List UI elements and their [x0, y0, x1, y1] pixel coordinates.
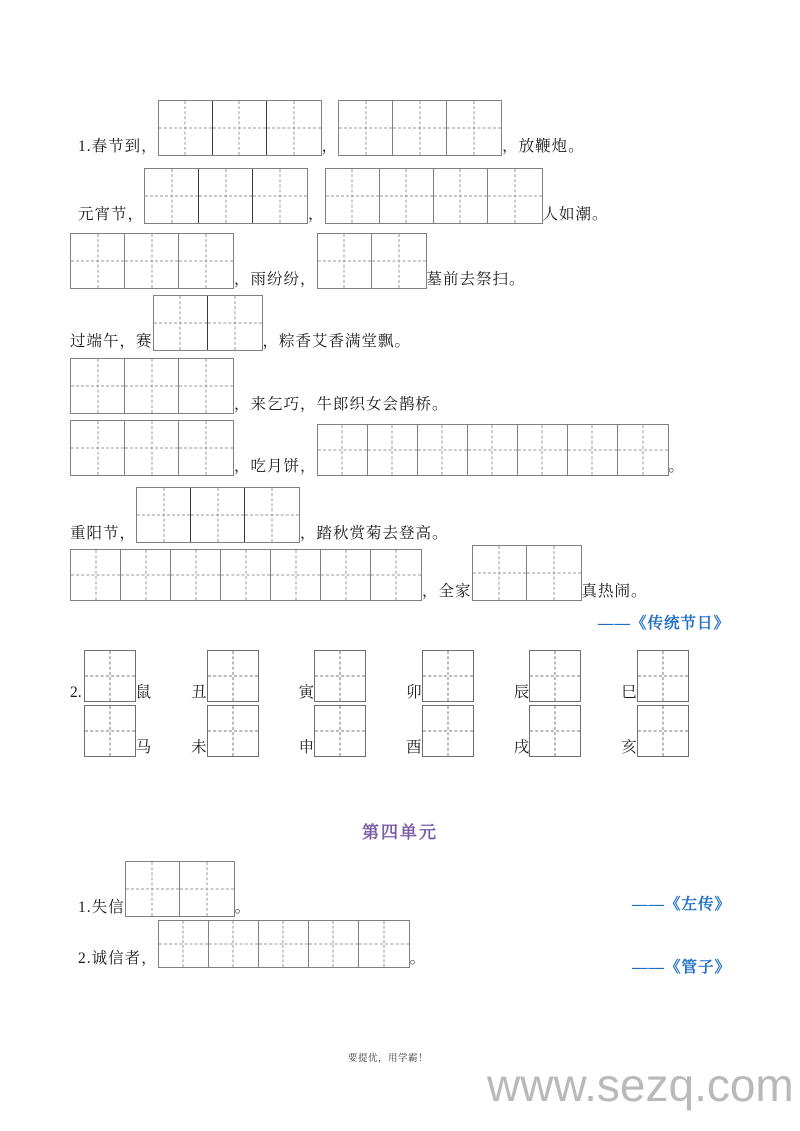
grid-cell[interactable] [309, 921, 359, 967]
attribution-zuozhuan: ——《左传》 [632, 896, 732, 913]
zodiac-label-xu: 戌 [513, 738, 530, 756]
answer-grid-qingming-2[interactable] [317, 233, 427, 289]
site-watermark: www.sezq.com [487, 1059, 794, 1111]
unit4-item1-suffix: 。 [234, 898, 252, 916]
zodiac-item-shen[interactable] [299, 705, 367, 757]
zodiac-label-shu: 鼠 [135, 683, 152, 701]
zodiac-box[interactable] [637, 650, 689, 702]
exercise-line-mid-autumn [70, 420, 685, 476]
zodiac-box[interactable] [422, 705, 474, 757]
line-text-duanwu-2: ，粽香艾香满堂飘。 [262, 332, 412, 350]
line-text-newyear-2: 真热闹。 [581, 582, 648, 600]
answer-grid-lantern-2[interactable] [325, 168, 543, 224]
grid-cell[interactable] [473, 546, 527, 600]
grid-cell[interactable] [125, 234, 179, 288]
grid-cell[interactable] [434, 169, 488, 223]
answer-grid-duanwu[interactable] [153, 295, 263, 351]
zodiac-item-mao[interactable] [406, 650, 474, 702]
grid-cell[interactable] [488, 169, 542, 223]
zodiac-item-zi[interactable] [84, 650, 152, 702]
line-text-lantern-3: 人如潮。 [542, 205, 609, 223]
answer-grid-newyear-1[interactable] [70, 549, 422, 601]
grid-cell[interactable] [208, 296, 262, 350]
grid-cell[interactable] [213, 101, 267, 155]
grid-cell[interactable] [447, 101, 501, 155]
line-text-lantern-2: ， [308, 205, 325, 223]
grid-cell[interactable] [518, 425, 568, 475]
grid-cell[interactable] [368, 425, 418, 475]
zodiac-label-yin: 寅 [298, 683, 315, 701]
attribution-guanzi: ——《管子》 [632, 959, 732, 976]
answer-grid-midautumn-2[interactable] [317, 424, 669, 476]
grid-cell[interactable] [145, 169, 199, 223]
grid-cell[interactable] [191, 488, 245, 542]
zodiac-item-xu[interactable] [514, 705, 582, 757]
grid-cell[interactable] [321, 550, 371, 600]
grid-cell[interactable] [159, 101, 213, 155]
zodiac-item-yin[interactable] [299, 650, 367, 702]
line-text-duanwu-1: 过端午，赛 [70, 332, 153, 350]
zodiac-box[interactable] [84, 650, 136, 702]
line-text-spring-1: 1.春节到， [78, 137, 158, 155]
grid-cell[interactable] [259, 921, 309, 967]
zodiac-label-hai: 亥 [621, 738, 637, 756]
zodiac-section-row-2 [70, 705, 689, 757]
answer-grid-unit4-item1[interactable] [125, 861, 235, 917]
answer-grid-spring-1[interactable] [158, 100, 322, 156]
line-text-qixi: ，来乞巧，牛郎织女会鹊桥。 [234, 395, 449, 413]
zodiac-box[interactable] [314, 650, 366, 702]
zodiac-label-shen: 申 [298, 738, 315, 756]
answer-grid-qingming-1[interactable] [70, 233, 234, 289]
grid-cell[interactable] [393, 101, 447, 155]
line-text-lantern-1: 元宵节， [78, 205, 145, 223]
grid-cell[interactable] [179, 359, 233, 413]
unit-four-heading: 第四单元 [362, 823, 438, 842]
unit4-item1-prefix: 1.失信 [78, 898, 125, 916]
answer-grid-lantern-1[interactable] [144, 168, 308, 224]
grid-cell[interactable] [180, 862, 234, 916]
unit4-item2-suffix: 。 [409, 949, 427, 967]
zodiac-section-row-1 [70, 650, 689, 702]
grid-cell[interactable] [71, 421, 125, 475]
grid-cell[interactable] [568, 425, 618, 475]
line-text-midautumn-1: ，吃月饼， [234, 457, 317, 475]
grid-cell[interactable] [199, 169, 253, 223]
zodiac-box[interactable] [207, 705, 259, 757]
answer-grid-spring-2[interactable] [338, 100, 502, 156]
footer-note: 要提优，用学霸！ [348, 1053, 429, 1064]
line-text-midautumn-2: 。 [668, 457, 686, 475]
grid-cell[interactable] [267, 101, 321, 155]
grid-cell[interactable] [245, 488, 299, 542]
zodiac-box[interactable] [529, 705, 581, 757]
zodiac-item-number: 2. [70, 683, 82, 701]
grid-cell[interactable] [154, 296, 208, 350]
grid-cell[interactable] [121, 550, 171, 600]
grid-cell[interactable] [271, 550, 321, 600]
zodiac-box[interactable] [207, 650, 259, 702]
zodiac-box[interactable] [529, 650, 581, 702]
zodiac-label-ma: 马 [135, 738, 152, 756]
zodiac-label-wei: 未 [191, 738, 207, 756]
exercise-line-qingming [70, 233, 526, 289]
line-text-spring-2: ， [321, 137, 339, 155]
grid-cell[interactable] [359, 921, 409, 967]
attribution-chuantong-jieri: ——《传统节日》 [598, 615, 731, 632]
answer-grid-unit4-item2[interactable] [158, 920, 410, 968]
zodiac-item-you[interactable] [406, 705, 474, 757]
line-text-qingming-2: 墓前去祭扫。 [426, 270, 526, 288]
zodiac-box[interactable] [84, 705, 136, 757]
grid-cell[interactable] [380, 169, 434, 223]
grid-cell[interactable] [179, 421, 233, 475]
zodiac-label-si: 巳 [621, 683, 637, 701]
exercise-line-new-year-eve [70, 545, 648, 601]
grid-cell[interactable] [209, 921, 259, 967]
grid-cell[interactable] [339, 101, 393, 155]
zodiac-label-chou: 丑 [191, 683, 207, 701]
grid-cell[interactable] [221, 550, 271, 600]
grid-cell[interactable] [318, 234, 372, 288]
grid-cell[interactable] [171, 550, 221, 600]
answer-grid-midautumn-1[interactable] [70, 420, 234, 476]
grid-cell[interactable] [137, 488, 191, 542]
zodiac-item-chen[interactable] [514, 650, 582, 702]
grid-cell[interactable] [126, 862, 180, 916]
line-text-newyear-1: ，全家 [422, 582, 472, 600]
grid-cell[interactable] [125, 359, 179, 413]
answer-grid-newyear-2[interactable] [472, 545, 582, 601]
answer-grid-qixi[interactable] [70, 358, 234, 414]
zodiac-box[interactable] [314, 705, 366, 757]
grid-cell[interactable] [326, 169, 380, 223]
exercise-line-duanwu [70, 295, 411, 351]
zodiac-item-si[interactable] [621, 650, 689, 702]
unit4-exercise-1 [78, 861, 251, 917]
grid-cell[interactable] [371, 550, 421, 600]
grid-cell[interactable] [468, 425, 518, 475]
grid-cell[interactable] [71, 550, 121, 600]
grid-cell[interactable] [618, 425, 668, 475]
grid-cell[interactable] [125, 421, 179, 475]
grid-cell[interactable] [159, 921, 209, 967]
exercise-line-qixi [70, 358, 449, 414]
grid-cell[interactable] [418, 425, 468, 475]
zodiac-label-you: 酉 [406, 738, 422, 756]
zodiac-item-wei[interactable] [191, 705, 259, 757]
zodiac-item-wu[interactable] [84, 705, 152, 757]
grid-cell[interactable] [253, 169, 307, 223]
line-text-chongyang-1: 重阳节， [70, 524, 137, 542]
line-text-qingming-1: ，雨纷纷， [234, 270, 317, 288]
answer-grid-chongyang[interactable] [136, 487, 300, 543]
zodiac-label-chen: 辰 [513, 683, 530, 701]
grid-cell[interactable] [71, 234, 125, 288]
grid-cell[interactable] [179, 234, 233, 288]
exercise-line-lantern-festival [78, 168, 609, 224]
unit4-exercise-2 [78, 920, 426, 968]
unit4-item2-prefix: 2.诚信者， [78, 949, 158, 967]
zodiac-item-hai[interactable] [621, 705, 689, 757]
zodiac-label-mao: 卯 [406, 683, 422, 701]
grid-cell[interactable] [372, 234, 426, 288]
exercise-line-chongyang [70, 487, 449, 543]
grid-cell[interactable] [318, 425, 368, 475]
zodiac-box[interactable] [422, 650, 474, 702]
grid-cell[interactable] [71, 359, 125, 413]
grid-cell[interactable] [527, 546, 581, 600]
exercise-line-spring-festival [78, 100, 585, 156]
zodiac-item-chou[interactable] [191, 650, 259, 702]
line-text-chongyang-2: ，踏秋赏菊去登高。 [300, 524, 449, 542]
zodiac-box[interactable] [637, 705, 689, 757]
line-text-spring-3: ，放鞭炮。 [502, 137, 585, 155]
